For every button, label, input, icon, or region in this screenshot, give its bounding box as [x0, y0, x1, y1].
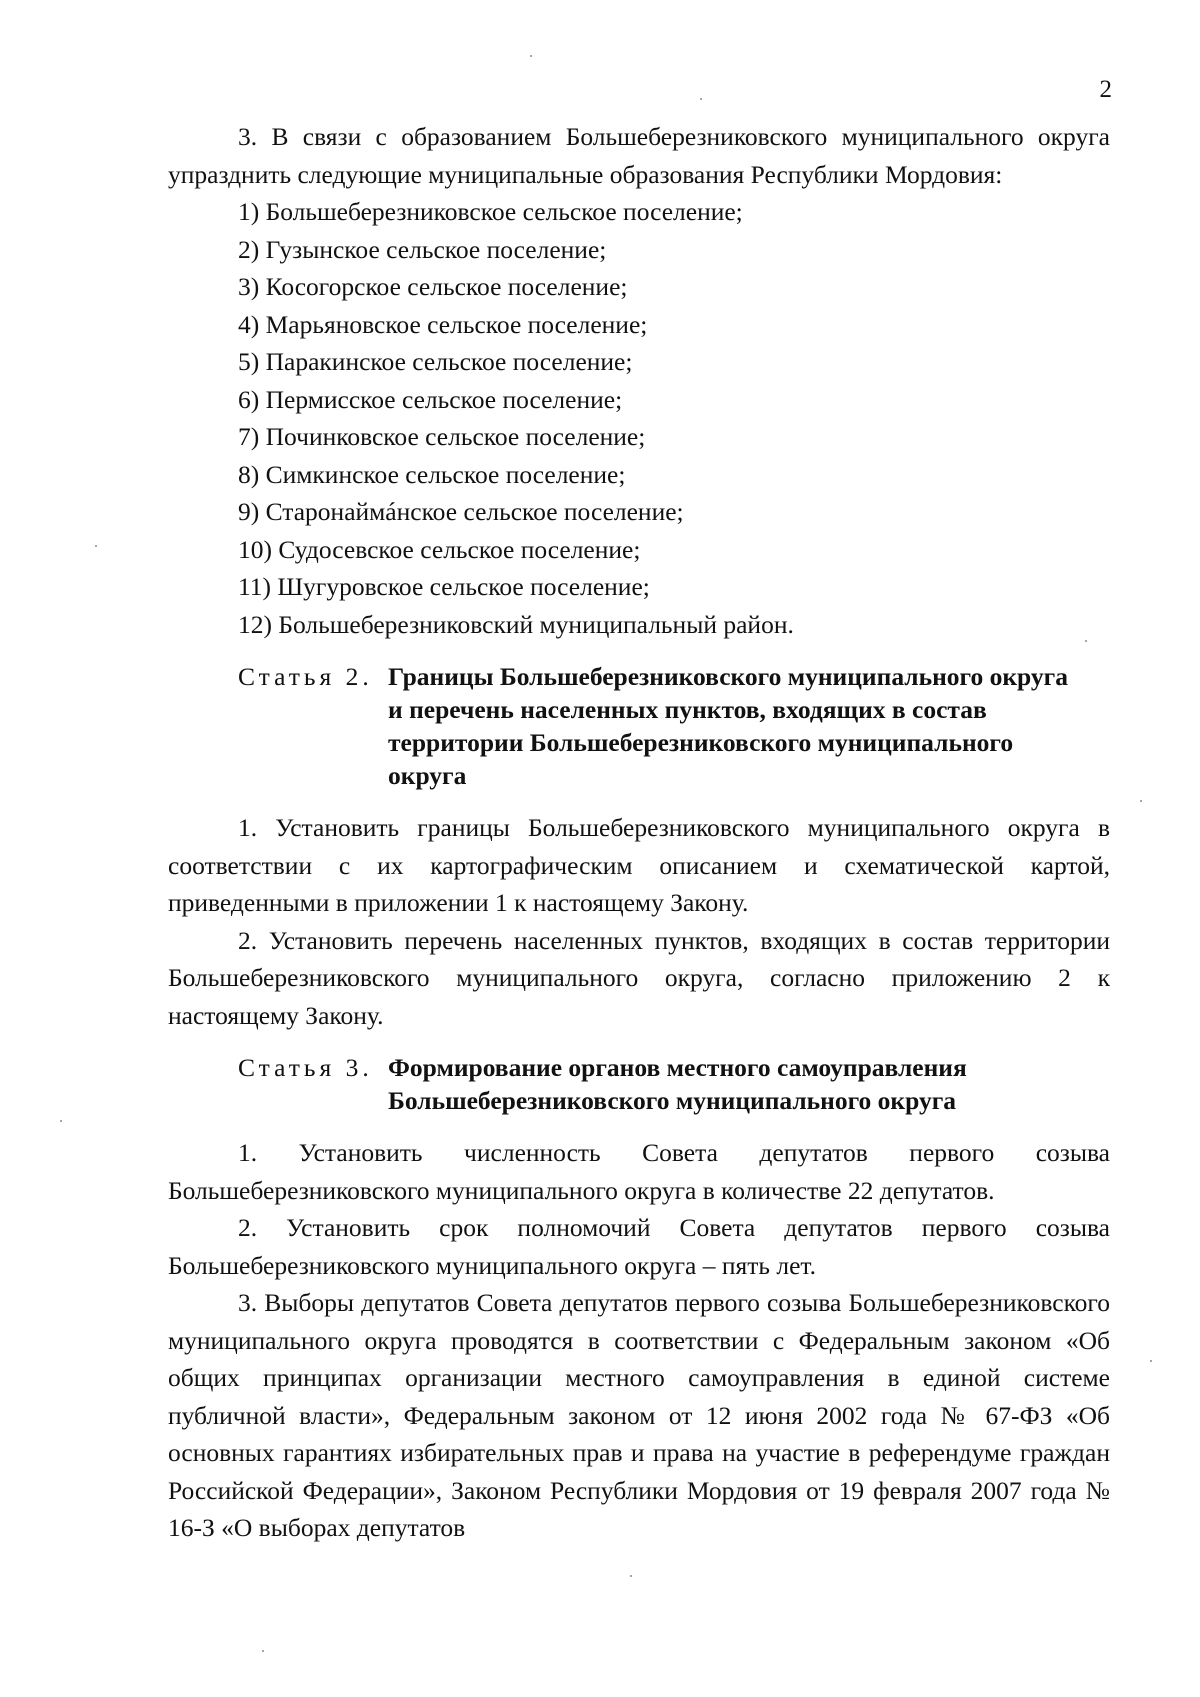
scan-speck — [95, 545, 97, 547]
list-item: 9) Старонаймáнское сельское поселение; — [238, 497, 684, 526]
list-item: 1) Большеберезниковское сельское поселение; — [238, 197, 743, 226]
list-item: 11) Шугуровское сельское поселение; — [238, 572, 650, 601]
article-3-paragraph-2: 2. Установить срок полномочий Совета депутатов первого созыва Большеберезниковского муниципального округа – пять лет. — [168, 1213, 1110, 1280]
article-2-paragraph-1: 1. Установить границы Большеберезниковского муниципального округа в соответствии с их картографическим описанием и схематической картой, приведенными в приложении 1 к настоящему Закону. — [168, 813, 1110, 917]
article-3-paragraph-1: 1. Установить численность Совета депутатов первого созыва Большеберезниковского муниципального округа в количестве 22 депутатов. — [168, 1138, 1110, 1205]
list-item: 8) Симкинское сельское поселение; — [238, 459, 626, 489]
list-item: 5) Паракинское сельское поселение; — [238, 347, 633, 376]
scan-speck — [530, 55, 532, 57]
scan-speck — [1150, 1360, 1152, 1362]
scan-speck — [1085, 640, 1087, 642]
article-2-paragraph-2: 2. Установить перечень населенных пунктов, входящих в состав территории Большеберезниковского муниципального округа, согласно приложению 2 к настоящему Закону. — [168, 925, 1110, 1030]
article-3-heading — [168, 1051, 1110, 1117]
list-item: 10) Судосевское сельское поселение; — [238, 534, 641, 564]
article-2-heading — [168, 660, 1110, 792]
list-item: 2) Гузынское сельское поселение; — [238, 234, 607, 264]
article-3-paragraph-3: 3. Выборы депутатов Совета депутатов первого созыва Большеберезниковского муниципального округа проводятся в соответствии с Федеральным законом «Об общих принципах организации местного самоуправления в единой системе публичной власти», Федеральным законом от 12 июня 2002 года № 67-ФЗ «Об основных гарантиях избирательных прав и права на участие в референдуме граждан Российской Федерации», Законом Республики Мордовия от 19 февраля 2007 года № 16-З «О выборах депутатов — [168, 1288, 1110, 1542]
article-2-label: Статья 2. — [238, 662, 373, 691]
list-item: 6) Пермисское сельское поселение; — [238, 384, 623, 414]
scan-speck — [1140, 800, 1142, 802]
abolished-municipalities-list — [168, 193, 1110, 643]
section-3-intro: 3. В связи с образованием Большеберезниковского муниципального округа упразднить следующие муниципальные образования Республики Мордовия: — [168, 122, 1110, 189]
list-item: 12) Большеберезниковский муниципальный район. — [238, 609, 794, 639]
list-item: 4) Марьяновское сельское поселение; — [238, 309, 648, 339]
scan-speck — [700, 98, 702, 100]
list-item: 7) Починковское сельское поселение; — [238, 422, 646, 451]
article-3-label: Статья 3. — [238, 1053, 373, 1082]
article-3-title: Формирование органов местного самоуправления Большеберезниковского муниципального округа — [388, 1053, 967, 1115]
scan-speck — [262, 1650, 264, 1652]
page-number: 2 — [1099, 76, 1112, 103]
scan-speck — [630, 1575, 632, 1577]
document-body — [168, 118, 1110, 1547]
list-item: 3) Косогорское сельское поселение; — [238, 272, 628, 301]
article-2-title: Границы Большеберезниковского муниципального округа и перечень населенных пунктов, входящих в состав территории Большеберезниковского муниципального округа — [388, 662, 1068, 790]
scan-speck — [60, 1120, 62, 1122]
